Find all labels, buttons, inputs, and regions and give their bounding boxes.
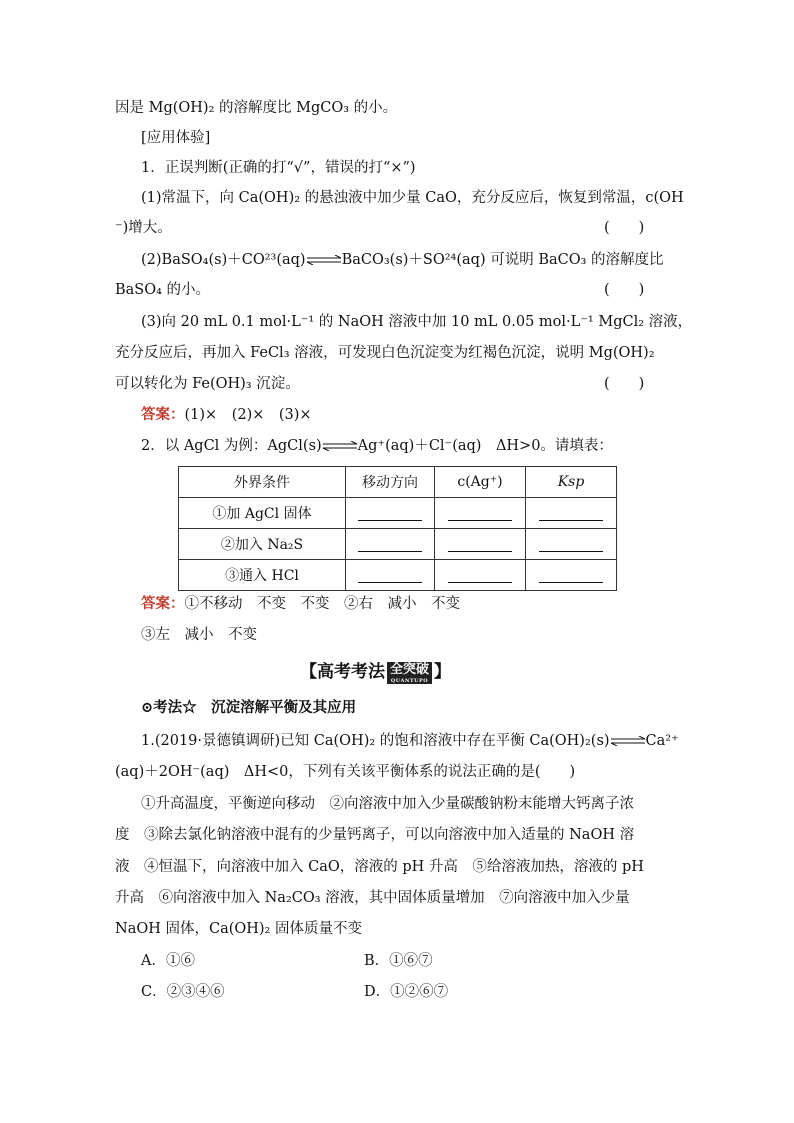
conditions-table xyxy=(178,466,617,591)
method-heading: ⊙考法☆ 沉淀溶解平衡及其应用 xyxy=(141,699,357,716)
table-header: c(Ag⁺) xyxy=(435,467,526,498)
section-header-right: 】 xyxy=(434,662,452,682)
table-cell: ①加 AgCl 固体 xyxy=(179,498,346,529)
answer-paren: ( ) xyxy=(604,376,645,392)
table-header: 移动方向 xyxy=(346,467,435,498)
fill-blank xyxy=(435,498,526,529)
text-line: ①升高温度，平衡逆向移动 ②向溶液中加入少量碳酸钠粉末能增大钙离子浓 xyxy=(141,796,634,812)
section-label: [应用体验] xyxy=(141,130,211,146)
section-header-left: 【高考考法 xyxy=(300,662,385,682)
answer-value: ①不移动 不变 不变 ②右 减小 不变 xyxy=(184,596,460,612)
equilibrium-arrow-icon xyxy=(322,441,358,451)
fill-blank xyxy=(435,529,526,560)
text-line: ⁻)增大。 xyxy=(115,220,172,236)
fill-blank xyxy=(346,498,435,529)
text-line: NaOH 固体，Ca(OH)₂ 固体质量不变 xyxy=(115,921,362,937)
equation-left: 2．以 AgCl 为例：AgCl(s) xyxy=(141,438,322,454)
text-line: 因是 Mg(OH)₂ 的溶解度比 MgCO₃ 的小。 xyxy=(115,100,398,116)
quantupo-badge: 全突破 QUANTUPO xyxy=(387,662,432,684)
option-b: B．①⑥⑦ xyxy=(364,953,433,969)
answer-line xyxy=(141,405,312,425)
text-line: 可以转化为 Fe(OH)₃ 沉淀。 xyxy=(115,376,300,392)
table-row xyxy=(179,498,617,529)
table-header: Ksp xyxy=(526,467,617,498)
table-cell: ③通入 HCl xyxy=(179,560,346,591)
fill-blank xyxy=(526,560,617,591)
question-heading: 1．正误判断(正确的打“√”，错误的打“×”) xyxy=(141,160,416,176)
text-line: 液 ④恒温下，向溶液中加入 CaO，溶液的 pH 升高 ⑤给溶液加热，溶液的 pH xyxy=(115,859,644,875)
answer-paren: ( ) xyxy=(604,220,645,236)
equilibrium-arrow-icon xyxy=(306,255,342,265)
text-line: (aq)＋2OH⁻(aq) ΔH<0，下列有关该平衡体系的说法正确的是( ) xyxy=(115,764,576,780)
table-row xyxy=(179,560,617,591)
equation-right: Ag⁺(aq)＋Cl⁻(aq) ΔH>0。请填表： xyxy=(357,438,613,454)
answer-line xyxy=(141,594,460,614)
fill-blank xyxy=(435,560,526,591)
answer-label: 答案： xyxy=(141,406,185,423)
equilibrium-arrow-icon xyxy=(610,736,646,746)
answer-label: 答案： xyxy=(141,595,185,612)
equation-left: (2)BaSO₄(s)＋CO²³(aq) xyxy=(141,252,306,268)
option-d: D．①②⑥⑦ xyxy=(364,984,449,1000)
table-header-row xyxy=(179,467,617,498)
text-line: 充分反应后，再加入 FeCl₃ 溶液，可发现白色沉淀变为红褐色沉淀，说明 Mg(OH)₂ xyxy=(115,345,655,361)
equation-right: BaCO₃(s)＋SO²⁴(aq) 可说明 BaCO₃ 的溶解度比 xyxy=(341,252,664,268)
answer-value: (1)× (2)× (3)× xyxy=(184,407,312,423)
equation-right: Ca²⁺ xyxy=(645,733,679,749)
text-line: BaSO₄ 的小。 xyxy=(115,282,211,298)
option-c: C．②③④⑥ xyxy=(141,984,225,1000)
equation-left: 1.(2019·景德镇调研)已知 Ca(OH)₂ 的饱和溶液中存在平衡 Ca(OH)₂(s) xyxy=(141,733,610,749)
answer-value: ③左 减小 不变 xyxy=(141,627,257,643)
fill-blank xyxy=(526,529,617,560)
section-header xyxy=(300,660,451,684)
text-line: (3)向 20 mL 0.1 mol·L⁻¹ 的 NaOH 溶液中加 10 mL 0.05 mol·L⁻¹ MgCl₂ 溶液， xyxy=(141,314,693,330)
answer-paren: ( ) xyxy=(604,282,645,298)
text-line: 度 ③除去氯化钠溶液中混有的少量钙离子，可以向溶液中加入适量的 NaOH 溶 xyxy=(115,827,635,843)
fill-blank xyxy=(346,560,435,591)
table-cell: ②加入 Na₂S xyxy=(179,529,346,560)
text-line xyxy=(141,250,664,270)
option-a: A．①⑥ xyxy=(141,953,195,969)
text-line xyxy=(141,436,613,456)
table-header: 外界条件 xyxy=(179,467,346,498)
fill-blank xyxy=(346,529,435,560)
fill-blank xyxy=(526,498,617,529)
text-line: 升高 ⑥向溶液中加入 Na₂CO₃ 溶液，其中固体质量增加 ⑦向溶液中加入少量 xyxy=(115,890,630,906)
text-line: (1)常温下，向 Ca(OH)₂ 的悬浊液中加少量 CaO，充分反应后，恢复到常温，c(OH xyxy=(141,190,684,206)
table-row xyxy=(179,529,617,560)
text-line xyxy=(141,731,679,751)
